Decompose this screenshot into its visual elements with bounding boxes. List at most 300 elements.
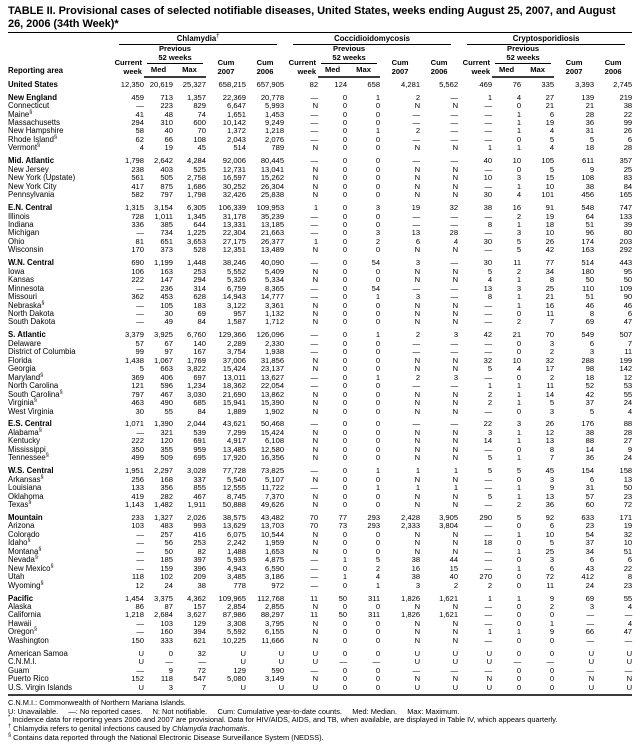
table-row — [8, 221, 632, 229]
table-row — [8, 340, 632, 348]
value-cell: 32 — [545, 355, 555, 365]
value-cell: 490 — [160, 398, 173, 408]
value-cell: 6 — [627, 134, 633, 144]
value-cell: 0 — [342, 618, 348, 628]
value-cell: 96 — [585, 228, 595, 238]
value-cell: — — [310, 572, 319, 582]
value-cell: 0 — [375, 546, 381, 556]
value-cell: N — [414, 101, 421, 111]
value-cell: 82 — [309, 79, 319, 89]
value-cell: 140 — [193, 338, 206, 348]
reporting-area-cell: South Carolina§ — [8, 389, 63, 399]
footnote-line: † Chlamydia refers to genital infections caused by Chlamydia trachomatis. — [8, 723, 250, 734]
value-cell: 4 — [139, 143, 144, 153]
value-cell: 0 — [342, 317, 348, 327]
value-cell: 26 — [545, 419, 555, 429]
reporting-area-cell: Mid. Atlantic — [8, 156, 55, 166]
value-cell: 3 — [516, 173, 522, 183]
reporting-area-cell: Nevada§ — [8, 554, 38, 565]
value-cell: 106,339 — [218, 203, 246, 213]
value-cell: 150 — [131, 635, 144, 645]
value-cell: 26,304 — [260, 181, 285, 191]
value-cell: 0 — [342, 219, 348, 229]
value-cell: — — [310, 134, 319, 144]
table-row — [8, 246, 632, 254]
table-row — [8, 539, 632, 547]
value-cell: 1 — [516, 398, 522, 408]
value-cell: 3,030 — [186, 389, 206, 399]
value-cell: 2 — [487, 389, 493, 399]
value-cell: 13,011 — [223, 372, 246, 382]
value-cell: 17 — [545, 364, 555, 374]
value-cell: 52 — [585, 381, 595, 391]
value-cell: 10 — [545, 181, 555, 191]
value-cell: — — [310, 109, 319, 119]
table-row — [8, 327, 632, 340]
value-cell: 0 — [516, 580, 522, 590]
value-cell: N — [312, 635, 319, 645]
table-row — [8, 374, 632, 382]
value-cell: 6 — [549, 109, 555, 119]
value-cell: — — [450, 347, 459, 357]
col-header-previous-52-weeks: Previous 52 weeks — [144, 45, 206, 64]
value-cell: 13 — [623, 474, 633, 484]
value-cell: U — [594, 684, 632, 695]
value-cell: 0 — [516, 406, 522, 416]
table-row — [8, 268, 632, 276]
value-cell: 1 — [342, 572, 348, 582]
value-cell: 84 — [623, 181, 633, 191]
value-cell: 3,653 — [186, 236, 206, 246]
reporting-area-cell: Idaho§ — [8, 537, 31, 548]
value-cell: N — [452, 164, 459, 174]
value-cell: 294 — [193, 275, 206, 285]
value-cell: 0 — [516, 602, 522, 612]
value-cell: 70 — [197, 126, 206, 136]
value-cell: 3,375 — [153, 593, 173, 603]
value-cell: 1,911 — [187, 500, 206, 510]
table-row — [8, 509, 632, 522]
value-cell: 2,854 — [226, 602, 246, 612]
value-cell: 0 — [342, 181, 348, 191]
value-cell: 1,132 — [265, 309, 285, 319]
value-cell: N — [414, 406, 421, 416]
value-cell: N — [312, 406, 319, 416]
value-cell: — — [412, 156, 421, 166]
value-cell: 3 — [589, 602, 595, 612]
value-cell: 18 — [545, 219, 555, 229]
value-cell: 747 — [619, 203, 633, 213]
value-cell: 1 — [516, 275, 522, 285]
value-cell: 4,281 — [401, 79, 421, 89]
reporting-area-cell: Minnesota — [8, 283, 44, 293]
value-cell: 30 — [483, 236, 493, 246]
value-cell: 7,299 — [226, 427, 246, 437]
value-cell: 728 — [131, 211, 144, 221]
value-cell: 38 — [623, 101, 633, 111]
value-cell: 28 — [623, 143, 633, 153]
value-cell: 5,080 — [226, 674, 246, 684]
table-row — [8, 382, 632, 390]
value-cell: 43,482 — [260, 512, 285, 522]
value-cell: 0 — [375, 181, 381, 191]
value-cell: 7 — [549, 453, 555, 463]
value-cell: 1 — [516, 181, 522, 191]
value-cell: 293 — [367, 521, 381, 531]
value-cell: 72 — [623, 500, 633, 510]
value-cell: — — [412, 211, 421, 221]
value-cell: N — [414, 181, 421, 191]
value-cell: 483 — [160, 521, 173, 531]
value-cell: 176 — [581, 419, 595, 429]
value-cell: 0 — [342, 126, 348, 136]
value-cell: 3,822 — [186, 364, 206, 374]
value-cell: 0 — [342, 500, 348, 510]
reporting-area-cell: Alaska — [8, 602, 32, 612]
value-cell: 23,137 — [260, 364, 285, 374]
table-title: TABLE II. Provisional cases of selected notifiable diseases, United States, weeks ending August 25, 2007, and August 26, 2006 (34th Week)* — [8, 5, 616, 30]
value-cell: 0 — [342, 211, 348, 221]
value-cell: 0 — [375, 275, 381, 285]
value-cell: 0 — [342, 580, 348, 590]
value-cell: 12 — [135, 580, 144, 590]
value-cell: 2,330 — [265, 338, 285, 348]
value-cell: N — [414, 674, 421, 684]
value-cell: — — [310, 292, 319, 302]
value-cell: 778 — [233, 580, 246, 590]
value-cell: — — [372, 657, 381, 667]
value-cell: 98 — [585, 364, 595, 374]
value-cell: 36 — [585, 118, 595, 127]
reporting-area-cell: Maine§ — [8, 108, 33, 119]
value-cell: 2,428 — [401, 512, 421, 522]
value-cell: 14 — [585, 444, 595, 454]
value-cell: — — [484, 563, 493, 573]
reporting-area-cell: Montana§ — [8, 546, 42, 556]
value-cell: U — [138, 648, 144, 658]
value-cell: 10 — [545, 228, 555, 238]
value-cell: 1 — [375, 92, 381, 102]
value-cell: 11 — [513, 258, 522, 268]
value-cell: U — [312, 648, 319, 658]
value-cell: 270 — [479, 572, 493, 582]
value-cell: 0 — [342, 156, 348, 166]
value-cell: 8 — [487, 219, 493, 229]
value-cell: — — [136, 627, 144, 637]
value-cell: — — [484, 665, 493, 675]
table-row — [8, 318, 632, 326]
reporting-area-header: Reporting area — [8, 33, 110, 78]
table-row — [8, 229, 632, 237]
reporting-area-cell: Wyoming§ — [8, 580, 44, 590]
value-cell: 72 — [197, 665, 206, 675]
value-cell: N — [452, 529, 459, 539]
value-cell: 163 — [581, 245, 595, 255]
table-row — [8, 437, 632, 445]
value-cell: 6 — [589, 338, 595, 348]
value-cell: N — [452, 618, 459, 628]
value-cell: 5,107 — [265, 474, 285, 484]
value-cell: — — [310, 381, 319, 391]
value-cell: 12,351 — [222, 245, 246, 255]
value-cell: 443 — [619, 258, 633, 268]
value-cell: 3 — [453, 330, 459, 340]
value-cell: N — [452, 389, 459, 399]
col-header-med: Med — [144, 64, 173, 77]
value-cell: 0 — [342, 546, 348, 556]
value-cell: N — [452, 398, 459, 408]
reporting-area-cell: New Jersey — [8, 164, 49, 174]
value-cell: 47 — [623, 627, 633, 637]
table-row — [8, 348, 632, 356]
value-cell: 2 — [516, 500, 522, 510]
value-cell: 2 — [549, 372, 555, 382]
value-cell: N — [312, 275, 319, 285]
value-cell: — — [310, 330, 319, 340]
value-cell: 2,855 — [265, 602, 285, 612]
value-cell: 3 — [549, 555, 555, 565]
value-cell: 118 — [131, 572, 144, 582]
value-cell: 0 — [549, 665, 555, 675]
value-cell: 350 — [131, 444, 144, 454]
value-cell: 0 — [375, 436, 381, 446]
value-cell: — — [484, 300, 493, 310]
value-cell: 38,246 — [222, 258, 246, 268]
value-cell: 0 — [342, 483, 348, 493]
value-cell: 0 — [516, 309, 522, 319]
value-cell: 4 — [627, 602, 633, 612]
value-cell: N — [414, 173, 421, 183]
value-cell: 23 — [623, 491, 633, 501]
value-cell: 74 — [197, 109, 206, 119]
value-cell: N — [414, 275, 421, 285]
value-cell: 690 — [131, 258, 144, 268]
value-cell: 0 — [342, 101, 348, 111]
value-cell: 51 — [585, 219, 595, 229]
value-cell: — — [412, 347, 421, 357]
value-cell: 0 — [375, 648, 381, 658]
value-cell: — — [339, 657, 348, 667]
table-row — [8, 429, 632, 437]
value-cell: — — [484, 555, 493, 565]
value-cell: 50 — [164, 546, 173, 556]
value-cell: — — [136, 309, 144, 319]
value-cell: 0 — [342, 419, 348, 429]
reporting-area-cell: Hawaii — [8, 618, 32, 628]
value-cell: 11 — [310, 610, 319, 620]
value-cell: 1 — [516, 593, 522, 603]
value-cell: 54 — [371, 258, 381, 268]
value-cell: 159 — [160, 563, 173, 573]
value-cell: 5 — [375, 555, 381, 565]
value-cell: 30 — [135, 406, 144, 416]
value-cell: 38 — [411, 572, 421, 582]
value-cell: 14,777 — [260, 292, 285, 302]
value-cell: — — [450, 211, 459, 221]
value-cell: 1,067 — [153, 355, 173, 365]
value-cell: 253 — [193, 266, 206, 276]
value-cell: — — [310, 372, 319, 382]
table-row — [8, 582, 632, 590]
reporting-area-cell: Massachusetts — [8, 118, 61, 127]
value-cell: 15 — [545, 173, 555, 183]
value-cell: 73,825 — [260, 466, 285, 476]
value-cell: — — [198, 657, 206, 667]
reporting-area-cell: West Virginia — [8, 406, 54, 416]
value-cell: — — [310, 92, 319, 102]
reporting-area-cell: Mountain — [8, 512, 43, 522]
table-row — [8, 77, 632, 89]
value-cell: 1,225 — [186, 228, 206, 238]
value-cell: 4 — [627, 618, 633, 628]
value-cell: U — [486, 648, 493, 658]
value-cell: 1 — [453, 483, 459, 493]
value-cell: 95 — [623, 266, 633, 276]
reporting-area-cell: South Dakota — [8, 317, 56, 327]
value-cell: 18 — [585, 143, 595, 153]
value-cell: 109 — [619, 283, 633, 293]
value-cell: 0 — [375, 453, 381, 463]
value-cell: 11 — [546, 309, 555, 319]
value-cell: N — [414, 635, 421, 645]
value-cell: U — [206, 684, 246, 695]
value-cell: N — [452, 674, 459, 684]
reporting-area-cell: Florida — [8, 355, 32, 365]
reporting-area-cell: Alabama§ — [8, 427, 42, 437]
col-header-cum-2006: Cum 2006 — [604, 58, 622, 76]
reporting-area-cell: S. Atlantic — [8, 330, 46, 340]
value-cell: 416 — [193, 529, 206, 539]
value-cell: N — [452, 546, 459, 556]
value-cell: — — [310, 580, 319, 590]
value-cell: N — [452, 436, 459, 446]
table-row — [8, 667, 632, 675]
value-cell: U — [414, 657, 421, 667]
value-cell: N — [312, 453, 319, 463]
value-cell: 1 — [375, 372, 381, 382]
value-cell: 0 — [342, 190, 348, 200]
value-cell: 514 — [581, 258, 595, 268]
value-cell: 4 — [375, 572, 381, 582]
value-cell: 1,587 — [226, 317, 246, 327]
value-cell: 658 — [367, 79, 381, 89]
value-cell: 10 — [545, 529, 555, 539]
value-cell: 0 — [342, 109, 348, 119]
value-cell: U — [486, 657, 493, 667]
value-cell: 0 — [516, 610, 522, 620]
value-cell: 64 — [585, 211, 595, 221]
value-cell: 1,902 — [265, 406, 285, 416]
table-row — [8, 501, 632, 509]
value-cell: 658,215 — [218, 79, 246, 89]
value-cell: — — [136, 665, 144, 675]
value-cell: 10,544 — [260, 529, 285, 539]
value-cell: 1 — [516, 389, 522, 399]
value-cell: — — [484, 483, 493, 493]
reporting-area-cell: Utah — [8, 572, 25, 582]
value-cell: 47 — [623, 317, 633, 327]
value-cell: 5 — [516, 245, 522, 255]
value-cell: 419 — [131, 491, 144, 501]
value-cell: — — [310, 126, 319, 136]
value-cell: 293 — [367, 512, 381, 522]
value-cell: 0 — [342, 355, 348, 365]
value-cell: 0 — [375, 309, 381, 319]
value-cell: — — [484, 245, 493, 255]
value-cell: 5 — [487, 266, 493, 276]
table-row — [8, 191, 632, 199]
value-cell: — — [450, 665, 459, 675]
footnote-line: * Incidence data for reporting years 2006 and 2007 are provisional. Data for HIV/AIDS, AIDS, and TB, when available, are displayed in Table IV, which appears quarterly. — [8, 714, 558, 725]
value-cell: N — [452, 364, 459, 374]
value-cell: 0 — [375, 538, 381, 548]
value-cell: 1 — [516, 126, 522, 136]
value-cell: N — [312, 300, 319, 310]
reporting-area-cell: New Hampshire — [8, 126, 64, 136]
value-cell: 1 — [487, 92, 493, 102]
value-cell: 373 — [160, 245, 173, 255]
value-cell: — — [136, 101, 144, 111]
value-cell: 31,178 — [222, 211, 246, 221]
value-cell: 406 — [160, 372, 173, 382]
value-cell: 18,362 — [222, 381, 246, 391]
value-cell: N — [626, 674, 633, 684]
value-cell: 16,597 — [222, 173, 246, 183]
value-cell: 600 — [193, 118, 206, 127]
value-cell: N — [312, 245, 319, 255]
value-cell: 180 — [581, 266, 595, 276]
value-cell: 734 — [160, 228, 173, 238]
value-cell: N — [452, 101, 459, 111]
table-row — [8, 293, 632, 301]
value-cell: 1,482 — [153, 500, 173, 510]
value-cell: — — [586, 665, 595, 675]
value-cell: 0 — [375, 665, 381, 675]
reporting-area-cell: New York (Upstate) — [8, 173, 76, 183]
value-cell: 0 — [375, 317, 381, 327]
value-cell: 0 — [342, 389, 348, 399]
value-cell: 82 — [197, 546, 206, 556]
value-cell: 121 — [131, 381, 144, 391]
value-cell: 25,838 — [260, 190, 285, 200]
value-cell: 1,453 — [265, 109, 285, 119]
value-cell: — — [310, 555, 319, 565]
value-cell: 203 — [619, 236, 633, 246]
reporting-area-cell: Ohio — [8, 236, 25, 246]
value-cell: 0 — [342, 406, 348, 416]
value-cell: 84 — [197, 317, 206, 327]
table-row — [8, 684, 632, 695]
value-cell: N — [414, 546, 421, 556]
value-cell: 8 — [487, 292, 493, 302]
value-cell: 5,334 — [265, 275, 285, 285]
value-cell: 42 — [483, 330, 493, 340]
value-cell: 30 — [164, 309, 173, 319]
value-cell: 118 — [160, 674, 173, 684]
value-cell: 2,043 — [226, 134, 246, 144]
value-cell: 38,575 — [222, 512, 246, 522]
value-cell: 2 — [549, 347, 555, 357]
value-cell: 6 — [415, 236, 421, 246]
value-cell: 509 — [160, 453, 173, 463]
value-cell: 11 — [546, 580, 555, 590]
value-cell: — — [450, 258, 459, 268]
value-cell: 5,326 — [226, 275, 246, 285]
footnote-line: C.N.M.I.: Commonwealth of Northern Mariana Islands. — [8, 698, 186, 708]
value-cell: 35,239 — [260, 211, 285, 221]
value-cell: N — [588, 674, 595, 684]
value-cell: 3 — [516, 419, 522, 429]
